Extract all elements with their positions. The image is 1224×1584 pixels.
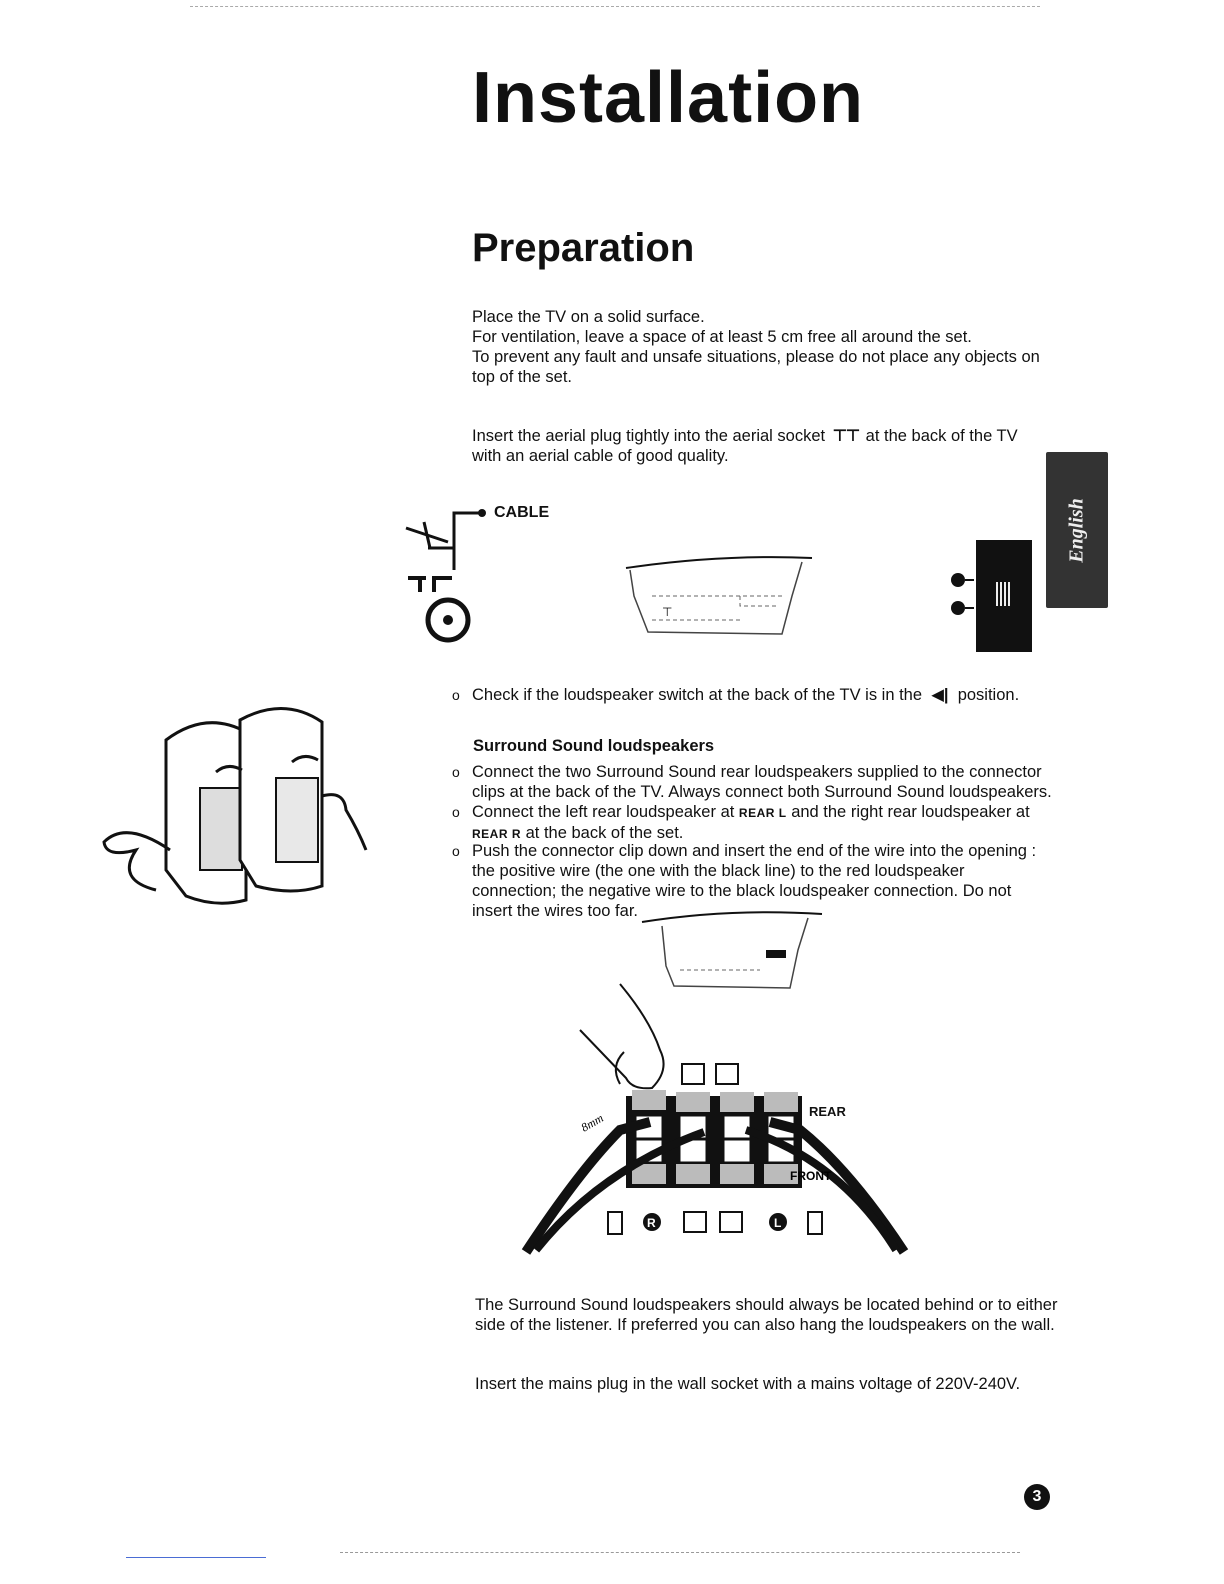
mains-paragraph [475, 1374, 1055, 1394]
placement-line: side of the listener. If preferred you can also hang the loudspeakers on the wall. [475, 1316, 1055, 1334]
aerial-text-a: Insert the aerial plug tightly into the aerial socket [472, 427, 826, 445]
bullet-text: at the back of the set. [525, 824, 684, 842]
aerial-socket-icon: ⊤⊤ [829, 427, 862, 445]
intro-line: top of the set. [472, 368, 572, 386]
surround-speakers-illustration [96, 700, 376, 910]
scan-edge-top [190, 6, 1040, 13]
speaker-switch-icons [948, 570, 978, 620]
rear-r-label: REAR R [472, 827, 522, 841]
aerial-line-1 [472, 426, 1052, 446]
rear-l-label: REAR L [738, 806, 787, 820]
language-tab[interactable] [1046, 452, 1108, 608]
bullet-text: Connect the left rear loudspeaker at [472, 803, 735, 821]
bullet-marker: o [452, 687, 460, 703]
surround-bullet-3 [472, 841, 1052, 921]
bullet-line: clips at the back of the TV. Always connect both Surround Sound loudspeakers. [472, 783, 1052, 801]
placement-line: The Surround Sound loudspeakers should always be located behind or to either [475, 1296, 1058, 1314]
bullet-line: Push the connector clip down and insert the end of the wire into the opening : [472, 842, 1037, 860]
bullet-line: the positive wire (the one with the black line) to the red loudspeaker [472, 862, 965, 880]
connector-r-label: R [647, 1216, 656, 1230]
bullet-marker: o [452, 764, 460, 780]
intro-line: To prevent any fault and unsafe situations, please do not place any objects on [472, 348, 1040, 366]
bullet-marker: o [452, 843, 460, 859]
aerial-line-2: with an aerial cable of good quality. [472, 447, 729, 465]
intro-line: For ventilation, leave a space of at least 5 cm free all around the set. [472, 328, 972, 346]
loudspeaker-icon: ◀| [926, 686, 954, 704]
intro-line: Place the TV on a solid surface. [472, 308, 705, 326]
speaker-connector-illustration [520, 980, 920, 1270]
tv-back-illustration [622, 556, 822, 642]
aerial-paragraph [472, 426, 1052, 466]
placement-paragraph [475, 1295, 1058, 1335]
section-title: Preparation [472, 226, 695, 270]
page-title: Installation [472, 58, 865, 138]
bullet-text: and the right rear loudspeaker at [791, 803, 1030, 821]
connector-l-label: L [774, 1216, 782, 1230]
page-number: 3 [1024, 1484, 1050, 1510]
switch-check-before: Check if the loudspeaker switch at the back of the TV is in the [472, 686, 923, 704]
loudspeaker-switch-panel [976, 540, 1032, 652]
wire-length-label: 8mm [578, 1110, 606, 1135]
bullet-line: Connect the two Surround Sound rear loudspeakers supplied to the connector [472, 763, 1042, 781]
rear-label: REAR [809, 1104, 846, 1119]
mains-line: Insert the mains plug in the wall socket with a mains voltage of 220V-240V. [475, 1375, 1021, 1393]
bullet-line: connection; the negative wire to the black loudspeaker connection. Do not [472, 882, 1012, 900]
surround-heading: Surround Sound loudspeakers [473, 737, 715, 755]
bullet-marker: o [452, 804, 460, 820]
front-label: FRONT [790, 1169, 832, 1183]
intro-paragraph [472, 307, 1052, 387]
svg-text:⊤: ⊤ [662, 605, 673, 619]
language-tab-label: English [1065, 497, 1088, 563]
switch-check-text [472, 685, 1052, 705]
switch-check-after: position. [957, 686, 1020, 704]
aerial-text-b: at the back of the TV [865, 427, 1018, 445]
aerial-antenna-illustration [398, 500, 498, 650]
surround-bullet-1 [472, 762, 1052, 802]
bullet-line: insert the wires too far. [472, 902, 638, 920]
scan-edge-bottom [340, 1552, 1020, 1557]
footer-rule [126, 1557, 266, 1558]
surround-bullet-2 [472, 802, 1052, 844]
cable-label: CABLE [494, 504, 550, 521]
